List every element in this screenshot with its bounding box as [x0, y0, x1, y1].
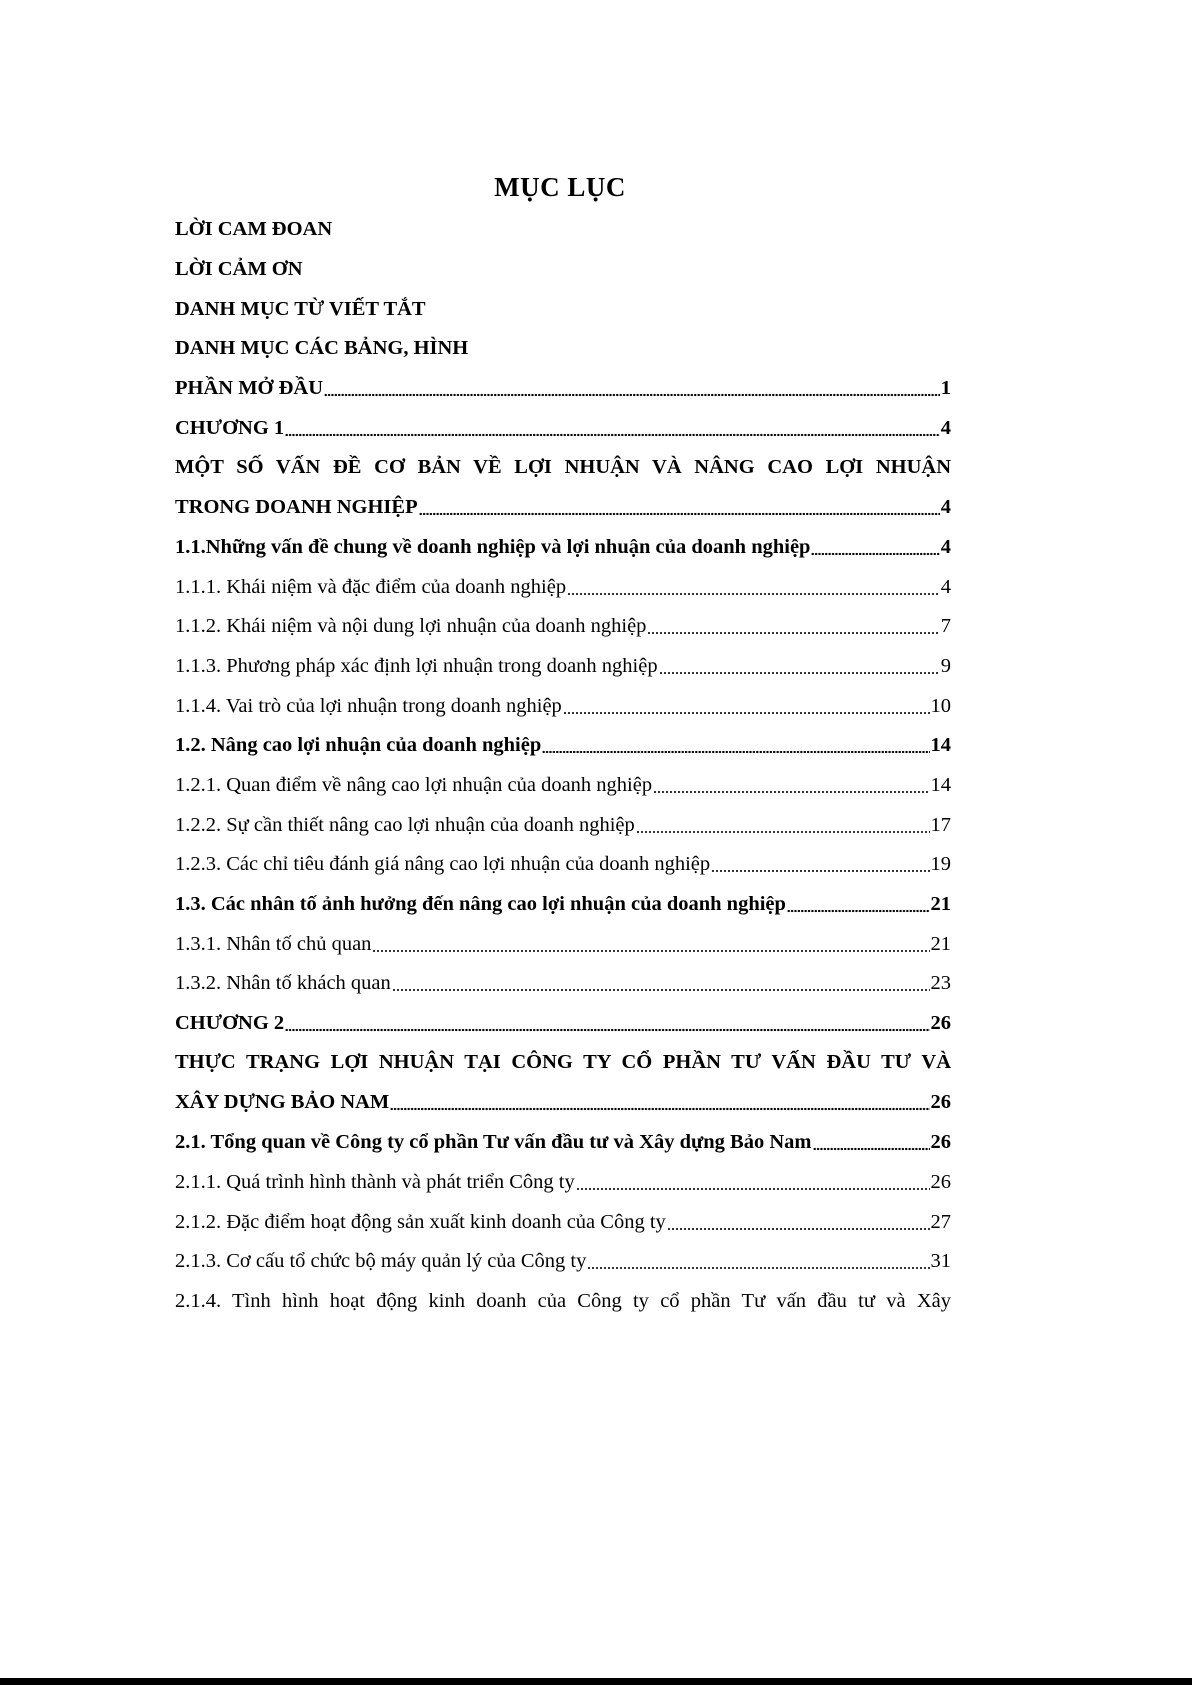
toc-entry: [175, 408, 951, 448]
toc-entry-label: 2.1.3. Cơ cấu tổ chức bộ máy quản lý của Công ty: [175, 1250, 587, 1273]
dot-leader: [811, 537, 939, 558]
toc-entry: [175, 528, 951, 568]
toc-entry-label: 2.1. Tổng quan về Công ty cổ phần Tư vấn đầu tư và Xây dựng Bảo Nam: [175, 1131, 812, 1154]
toc-entry-label: PHẦN MỞ ĐẦU: [175, 377, 324, 400]
toc-entry: [175, 329, 951, 369]
toc-entry-label: TRONG DOANH NGHIỆP: [175, 496, 418, 519]
toc-entry: [175, 210, 951, 250]
toc-entry-label: MỘT SỐ VẤN ĐỀ CƠ BẢN VỀ LỢI NHUẬN VÀ NÂNG CAO LỢI NHUẬN: [175, 456, 951, 479]
toc-entry-label: 1.1.Những vấn đề chung về doanh nghiệp và lợi nhuận của doanh nghiệp: [175, 535, 811, 558]
toc-entry-label: 1.1.3. Phương pháp xác định lợi nhuận trong doanh nghiệp: [175, 654, 658, 677]
toc-entry-page-number: 4: [940, 496, 951, 519]
dot-leader: [542, 736, 929, 757]
toc-entry-page-number: 17: [930, 813, 951, 836]
toc-entry-label: LỜI CẢM ƠN: [175, 258, 303, 281]
dot-leader: [563, 696, 930, 717]
toc-entry: [175, 686, 951, 726]
table-of-contents: [175, 210, 951, 1321]
toc-entry-label: 2.1.2. Đặc điểm hoạt động sản xuất kinh doanh của Công ty: [175, 1210, 666, 1233]
toc-entry-page-number: 26: [930, 1131, 951, 1154]
toc-entry: [175, 369, 951, 409]
toc-entry-label: 2.1.4. Tình hình hoạt động kinh doanh của Công ty cổ phần Tư vấn đầu tư và Xây: [175, 1289, 951, 1312]
dot-leader: [285, 418, 940, 439]
toc-entry: [175, 1043, 951, 1083]
toc-entry-label: THỰC TRẠNG LỢI NHUẬN TẠI CÔNG TY CỔ PHẦN TƯ VẤN ĐẦU TƯ VÀ: [175, 1051, 951, 1074]
page-bottom-border: [0, 1678, 1192, 1685]
toc-entry: [175, 1242, 951, 1282]
dot-leader: [372, 934, 929, 955]
toc-entry: [175, 289, 951, 329]
toc-entry: [175, 250, 951, 290]
toc-entry: [175, 805, 951, 845]
dot-leader: [419, 497, 940, 518]
toc-entry: [175, 1123, 951, 1163]
toc-entry-page-number: 23: [930, 972, 951, 995]
toc-entry: [175, 607, 951, 647]
dot-leader: [813, 1132, 930, 1153]
page-title: MỤC LỤC: [494, 172, 626, 202]
toc-entry: [175, 885, 951, 925]
toc-entry-label: CHƯƠNG 1: [175, 416, 285, 439]
toc-entry: [175, 1282, 951, 1322]
toc-entry-page-number: 4: [940, 535, 951, 558]
toc-entry: [175, 726, 951, 766]
toc-entry-label: 1.3. Các nhân tố ảnh hưởng đến nâng cao lợi nhuận của doanh nghiệp: [175, 893, 786, 916]
toc-entry-label: 1.2. Nâng cao lợi nhuận của doanh nghiệp: [175, 734, 542, 757]
dot-leader: [390, 1093, 929, 1114]
toc-entry-page-number: 4: [940, 416, 951, 439]
toc-entry-label: XÂY DỰNG BẢO NAM: [175, 1091, 390, 1114]
dot-leader: [285, 1013, 929, 1034]
dot-leader: [711, 855, 929, 876]
toc-entry: [175, 1083, 951, 1123]
toc-entry-page-number: 21: [930, 932, 951, 955]
toc-entry: [175, 964, 951, 1004]
toc-entry: [175, 1163, 951, 1203]
dot-leader: [392, 974, 930, 995]
toc-entry-page-number: 26: [930, 1091, 951, 1114]
toc-entry-page-number: 10: [930, 694, 951, 717]
toc-entry-label: 1.2.3. Các chỉ tiêu đánh giá nâng cao lợi nhuận của doanh nghiệp: [175, 853, 711, 876]
dot-leader: [647, 616, 939, 637]
toc-entry-label: 1.2.1. Quan điểm về nâng cao lợi nhuận của doanh nghiệp: [175, 773, 653, 796]
toc-entry-page-number: 31: [930, 1250, 951, 1273]
toc-entry: [175, 1202, 951, 1242]
toc-entry-label: 1.3.2. Nhân tố khách quan: [175, 972, 391, 995]
toc-entry-label: DANH MỤC TỪ VIẾT TẮT: [175, 297, 426, 320]
toc-entry-label: 1.1.1. Khái niệm và đặc điểm của doanh nghiệp: [175, 575, 567, 598]
toc-entry-page-number: 4: [940, 575, 951, 598]
dot-leader: [667, 1212, 930, 1233]
toc-entry-page-number: 14: [930, 773, 951, 796]
dot-leader: [587, 1251, 929, 1272]
toc-entry: [175, 448, 951, 488]
toc-entry-label: 1.1.2. Khái niệm và nội dung lợi nhuận của doanh nghiệp: [175, 615, 647, 638]
toc-entry-label: 1.2.2. Sự cần thiết nâng cao lợi nhuận của doanh nghiệp: [175, 813, 635, 836]
toc-entry: [175, 647, 951, 687]
dot-leader: [787, 894, 930, 915]
toc-entry-page-number: 19: [930, 853, 951, 876]
toc-entry-page-number: 7: [940, 615, 951, 638]
dot-leader: [636, 815, 930, 836]
dot-leader: [576, 1172, 930, 1193]
toc-entry-page-number: 21: [930, 893, 951, 916]
toc-entry: [175, 845, 951, 885]
toc-entry-page-number: 14: [930, 734, 951, 757]
toc-entry: [175, 488, 951, 528]
toc-entry: [175, 567, 951, 607]
toc-entry: [175, 924, 951, 964]
toc-entry-page-number: 27: [930, 1210, 951, 1233]
toc-entry-page-number: 26: [930, 1170, 951, 1193]
toc-entry-page-number: 9: [940, 654, 951, 677]
dot-leader: [653, 775, 929, 796]
toc-entry: [175, 1004, 951, 1044]
toc-entry-label: 1.1.4. Vai trò của lợi nhuận trong doanh nghiệp: [175, 694, 562, 717]
toc-entry-label: CHƯƠNG 2: [175, 1012, 285, 1035]
dot-leader: [324, 378, 940, 399]
toc-entry-label: LỜI CAM ĐOAN: [175, 218, 333, 241]
toc-entry-label: 2.1.1. Quá trình hình thành và phát triển Công ty: [175, 1170, 575, 1193]
toc-entry-page-number: 26: [930, 1012, 951, 1035]
dot-leader: [567, 577, 940, 598]
toc-entry-page-number: 1: [940, 377, 951, 400]
toc-entry: [175, 766, 951, 806]
toc-entry-label: DANH MỤC CÁC BẢNG, HÌNH: [175, 337, 469, 360]
dot-leader: [659, 656, 940, 677]
toc-entry-label: 1.3.1. Nhân tố chủ quan: [175, 932, 372, 955]
